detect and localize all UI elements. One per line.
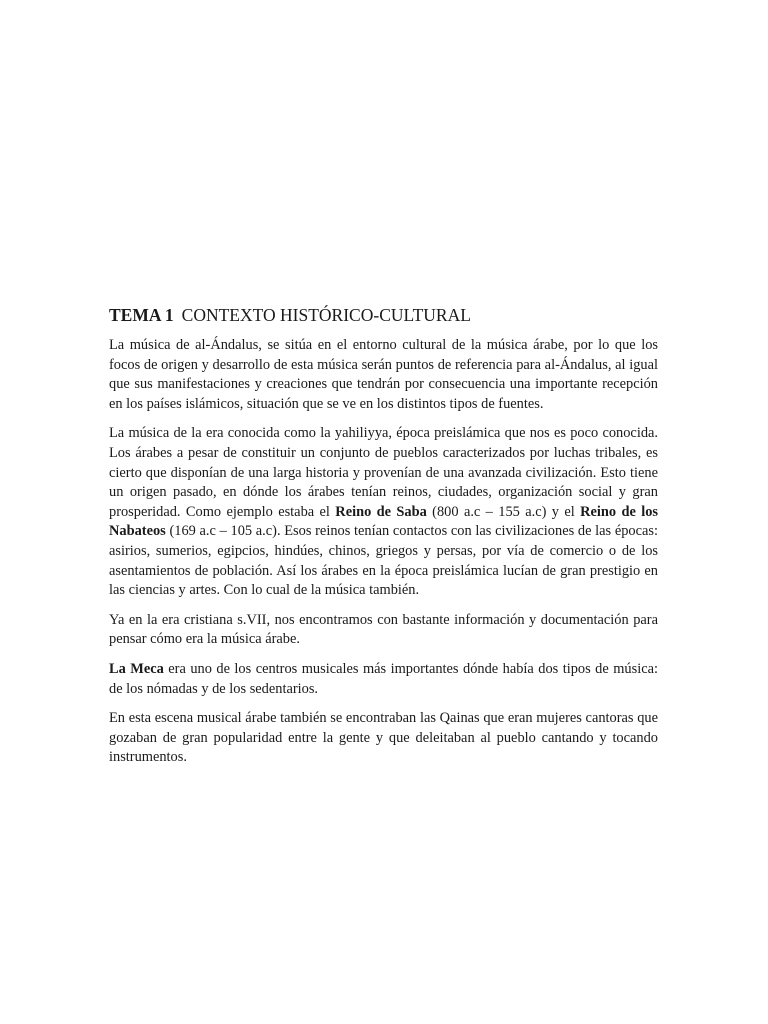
section-heading — [109, 303, 658, 327]
bold-la-meca: La Meca — [109, 660, 164, 677]
paragraph-la-meca — [109, 660, 658, 699]
bold-reino-de-los-nabateos: Reino de los Nabateos — [109, 503, 659, 540]
bold-reino-de-saba: Reino de Saba — [335, 503, 427, 520]
paragraph-qainas: En esta escena musical árabe también se encontraban las Qainas que eran mujeres cantoras que gozaban de gran popularidad entre la gente y que deleitaban al pueblo cantando y tocando instrumentos. — [109, 710, 658, 766]
paragraph-intro: La música de al-Ándalus, se sitúa en el entorno cultural de la música árabe, por lo que los focos de origen y desarrollo de esta música serán puntos de referencia para al-Ándalus, al igual que sus manifestaciones y creaciones que tendrán por consecuencia una importante recepción en los países islámicos, situación que se ve en los distintos tipos de fuentes. — [109, 337, 658, 412]
heading-title: CONTEXTO HISTÓRICO-CULTURAL — [181, 305, 471, 325]
document-body — [109, 303, 658, 778]
paragraph-yahiliyya-text-1: La música de la era conocida como la yahiliyya, época preislámica que nos es poco conocida. Los árabes a pesar de constituir un conjunto de pueblos caracterizados por luchas tribales, es cierto que disponían de una larga historia y provenían de una avanzada civilización. Esto tiene un origen pasado, en dónde los árabes tenían reinos, ciudades, organización social y gran prosperidad. Como ejemplo estaba el — [109, 425, 658, 520]
heading-number: TEMA 1 — [109, 305, 174, 325]
paragraph-yahiliyya-text-2: (800 a.c – 155 a.c) y el — [426, 503, 581, 520]
paragraph-yahiliyya-text-3: (169 a.c – 105 a.c). Esos reinos tenían contactos con las civilizaciones de las épocas: asirios, sumerios, egipcios, hindúes, chinos, griegos y persas, por vía de comercio o de los asentamientos de población. Así los árabes en la época preislámica lucían de gran prestigio en las ciencias y artes. Con lo cual de la música también. — [109, 523, 658, 599]
paragraph-la-meca-text: era uno de los centros musicales más importantes dónde había dos tipos de música: de los nómadas y de los sedentarios. — [109, 660, 658, 697]
paragraph-era-cristiana: Ya en la era cristiana s.VII, nos encontramos con bastante información y documentación para pensar cómo era la música árabe. — [109, 611, 658, 648]
paragraph-yahiliyya — [109, 424, 658, 600]
